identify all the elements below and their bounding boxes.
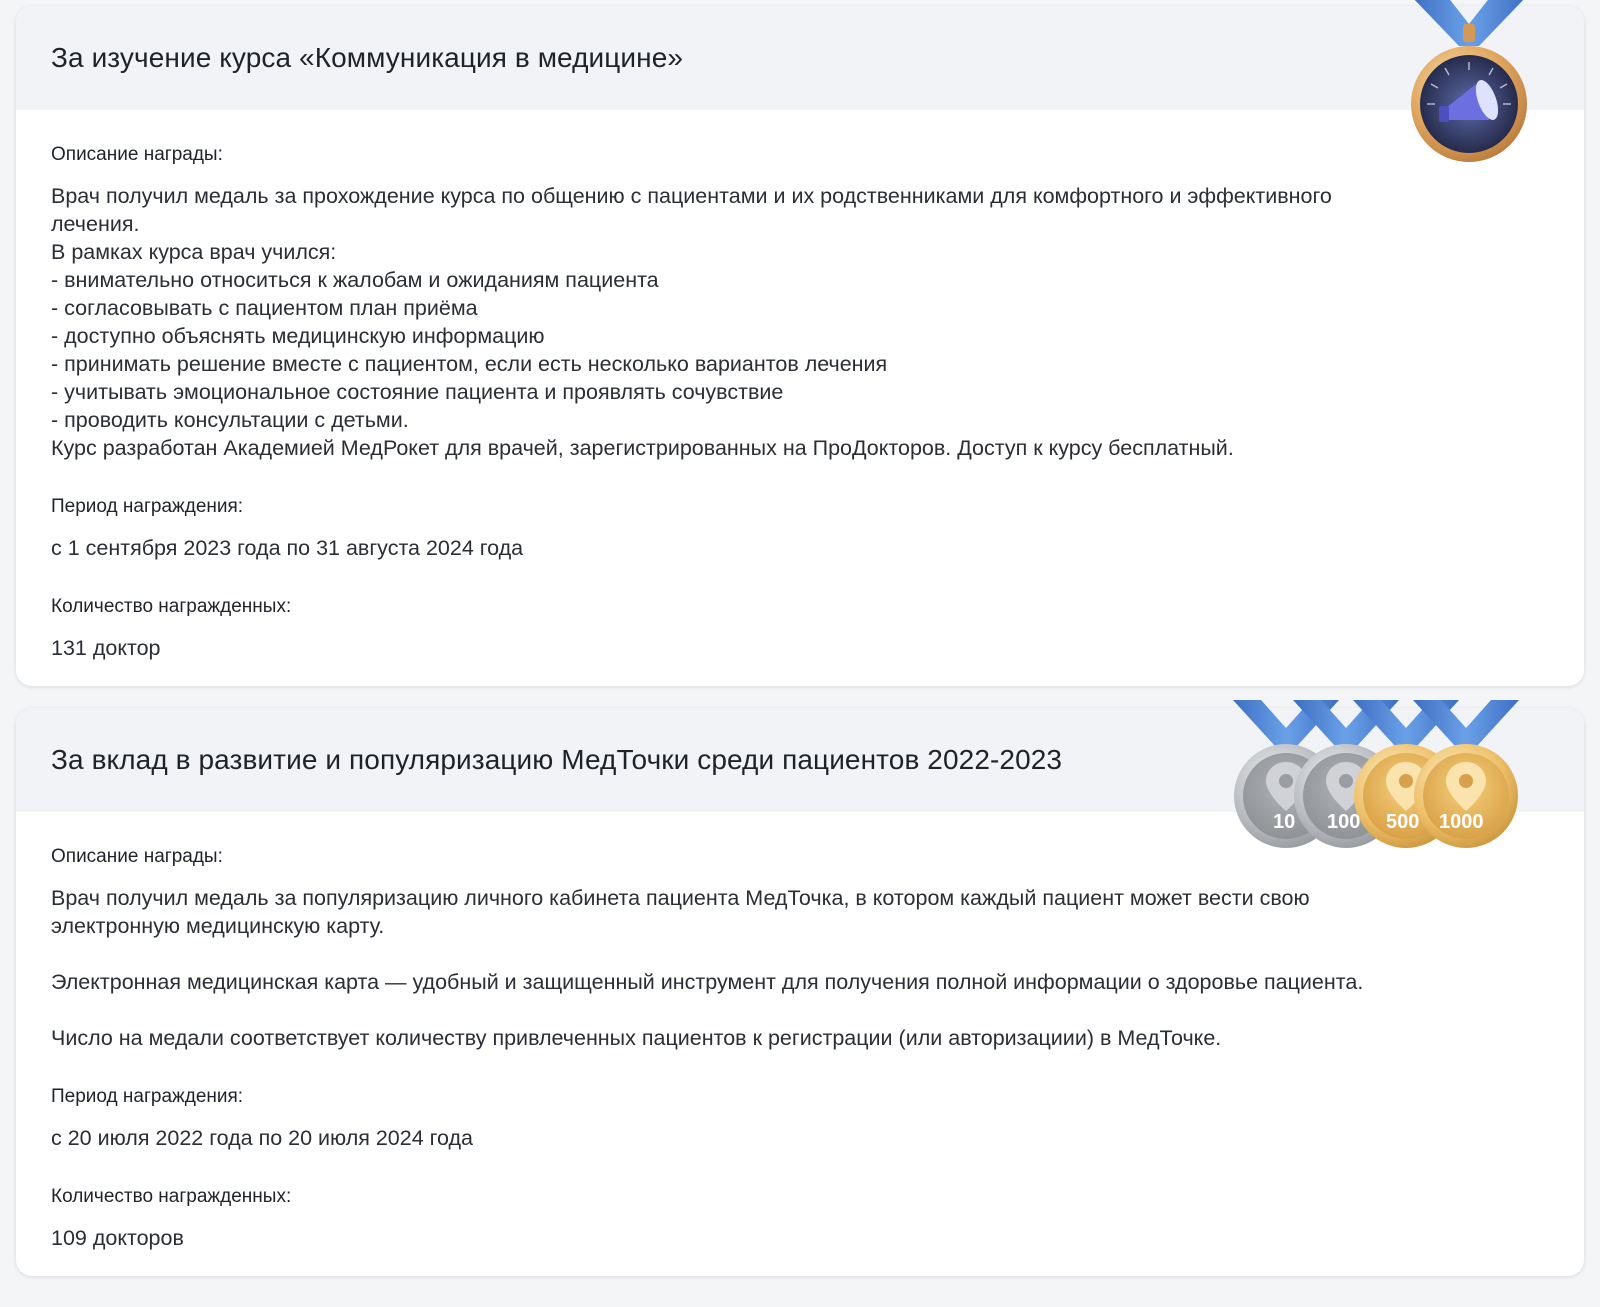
description-line: Врач получил медаль за прохождение курса по общению с пациентами и их родственниками для комфортного и эффективного — [51, 184, 1332, 208]
description-line: Врач получил медаль за популяризацию личного кабинета пациента МедТочка, в котором каждый пациент может вести свою — [51, 886, 1310, 910]
description-line: - внимательно относиться к жалобам и ожиданиям пациента — [51, 268, 659, 292]
description-line: - согласовывать с пациентом план приёма — [51, 296, 478, 320]
award-card-medtochka — [16, 708, 1584, 1276]
description-line: - проводить консультации с детьми. — [51, 408, 409, 432]
description-line: Число на медали соответствует количеству привлеченных пациентов к регистрации (или авторизациии) в МедТочке. — [51, 1026, 1222, 1050]
medtochka-medals-icon — [1231, 700, 1531, 850]
count-label: Количество награжденных: — [51, 596, 292, 617]
award-card-body — [16, 812, 1584, 1276]
megaphone-medal-icon — [1409, 0, 1529, 164]
medal-number: 1000 — [1439, 811, 1484, 833]
count-value: 131 доктор — [51, 636, 161, 660]
medal-number: 10 — [1273, 811, 1296, 833]
description-line: - доступно объяснять медицинскую информацию — [51, 324, 545, 348]
description-text — [51, 884, 1549, 1052]
description-line: - принимать решение вместе с пациентом, если есть несколько вариантов лечения — [51, 352, 888, 376]
description-line: - учитывать эмоциональное состояние пациента и проявлять сочувствие — [51, 380, 784, 404]
description-spacer — [51, 996, 1549, 1024]
period-label: Период награждения: — [51, 1086, 244, 1107]
description-text — [51, 182, 1549, 462]
description-label: Описание награды: — [51, 846, 223, 867]
period-value: с 20 июля 2022 года по 20 июля 2024 года — [51, 1126, 474, 1150]
medal-number: 500 — [1386, 811, 1420, 833]
description-spacer — [51, 940, 1549, 968]
award-card-communication — [16, 6, 1584, 686]
period-value: с 1 сентября 2023 года по 31 августа 2024 года — [51, 536, 524, 560]
award-title: За изучение курса «Коммуникация в медицине» — [51, 42, 684, 73]
description-line: В рамках курса врач учился: — [51, 240, 337, 264]
period-label: Период награждения: — [51, 496, 244, 517]
description-line: лечения. — [51, 212, 140, 236]
award-card-body — [16, 110, 1584, 686]
description-line: Курс разработан Академией МедРокет для врачей, зарегистрированных на ПроДокторов. Доступ к курсу бесплатный. — [51, 436, 1234, 460]
award-title: За вклад в развитие и популяризацию МедТочки среди пациентов 2022-2023 — [51, 744, 1063, 775]
count-label: Количество награжденных: — [51, 1186, 292, 1207]
description-label: Описание награды: — [51, 144, 223, 165]
count-value: 109 докторов — [51, 1226, 184, 1250]
medal-number: 100 — [1327, 811, 1361, 833]
description-line: Электронная медицинская карта — удобный и защищенный инструмент для получения полной информации о здоровье пациента. — [51, 970, 1364, 994]
award-card-header — [16, 6, 1584, 110]
description-line: электронную медицинскую карту. — [51, 914, 385, 938]
